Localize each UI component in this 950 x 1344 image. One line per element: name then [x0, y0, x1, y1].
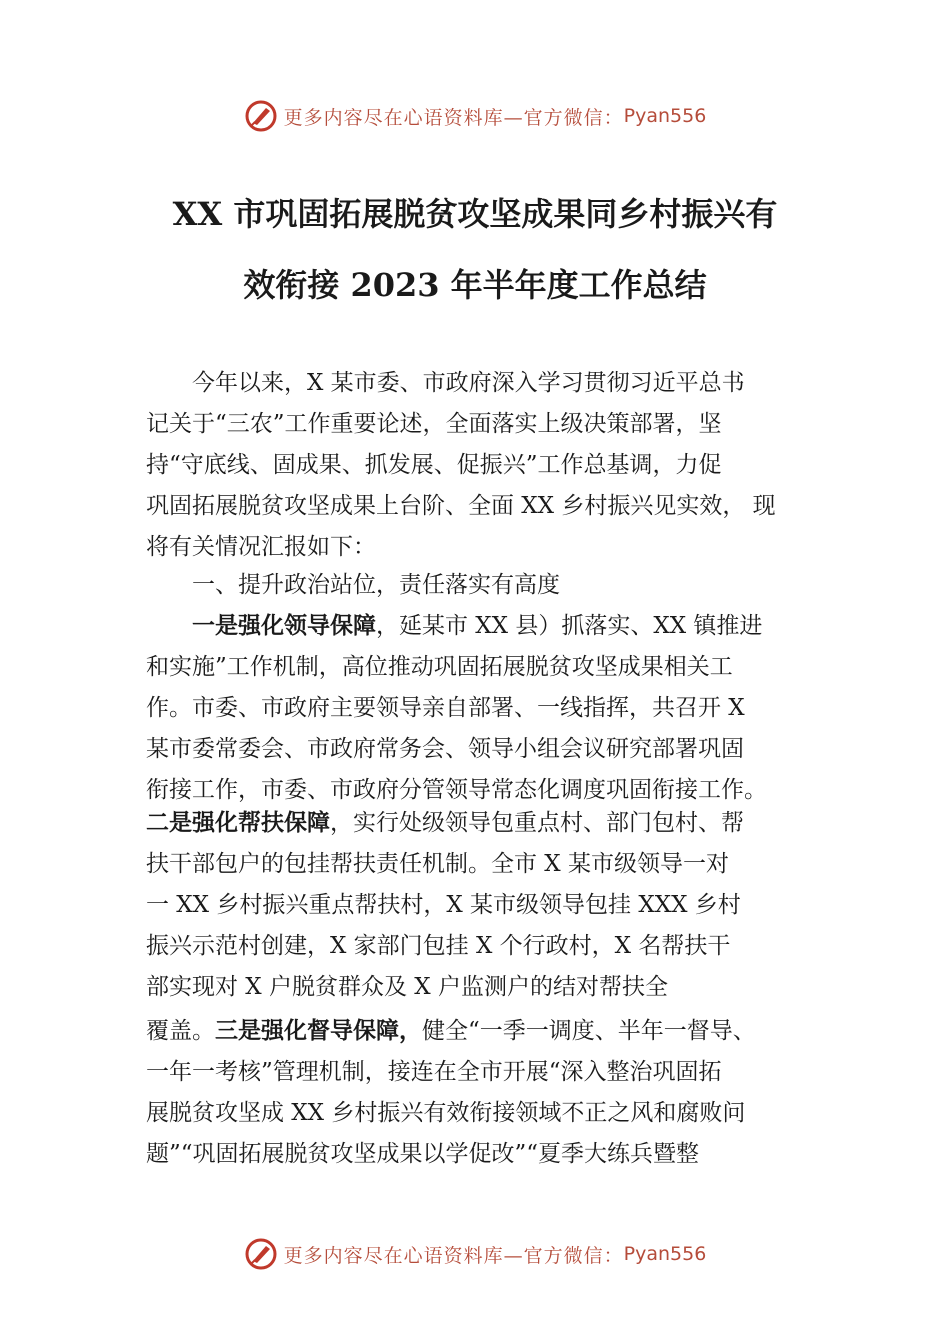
body-line: 一年一考核”管理机制，接连在全市开展“深入整治巩固拓 — [146, 1059, 722, 1085]
document-body — [146, 363, 814, 568]
body-line: 部实现对 X 户脱贫群众及 X 户监测户的结对帮扶全 — [146, 974, 668, 1000]
body-line: 持“守底线、固成果、抓发展、促振兴”工作总基调，力促 — [146, 452, 722, 478]
header-watermark — [0, 96, 950, 136]
body-line: 振兴示范村创建，X 家部门包挂 X 个行政村，X 名帮扶干 — [146, 933, 731, 959]
bold-lead: 一是强化领导保障 — [192, 613, 376, 639]
bold-lead: 二是强化帮扶保障 — [146, 810, 330, 836]
body-text: 健全“一季一调度、半年一督导、 — [422, 1018, 756, 1044]
watermark-text: 更多内容尽在心语资料库—官方微信： — [283, 1244, 624, 1267]
section-heading: 一、提升政治站位，责任落实有高度 — [192, 572, 560, 598]
body-line — [146, 803, 814, 844]
wechat-id: Pyan556 — [623, 105, 707, 127]
body-line — [146, 1011, 814, 1052]
body-text: ，实行处级领导包重点村、部门包村、帮 — [330, 810, 744, 836]
body-line: 将有关情况汇报如下： — [146, 534, 376, 560]
body-line: 巩固拓展脱贫攻坚成果上台阶、全面 XX 乡村振兴见实效， 现 — [146, 493, 776, 519]
body-line: 展脱贫攻坚成 XX 乡村振兴有效衔接领域不正之风和腐败问 — [146, 1100, 746, 1126]
body-text: ，延某市 XX 县）抓落实、XX 镇推进 — [376, 613, 763, 639]
bold-lead: 三是强化督导保障， — [215, 1018, 422, 1044]
footer-watermark — [0, 1234, 950, 1274]
document-body — [146, 803, 814, 1008]
document-title-line-2: 效衔接 2023 年半年度工作总结 — [243, 266, 707, 304]
body-line: 扶干部包户的包挂帮扶责任机制。全市 X 某市级领导一对 — [146, 851, 729, 877]
brush-logo-icon — [244, 99, 278, 133]
document-body — [146, 565, 814, 811]
wechat-id: Pyan556 — [623, 1243, 707, 1265]
body-text: 覆盖。 — [146, 1018, 215, 1044]
body-line: 一 XX 乡村振兴重点帮扶村，X 某市级领导包挂 XXX 乡村 — [146, 892, 741, 918]
body-line: 某市委常委会、市政府常务会、领导小组会议研究部署巩固 — [146, 736, 744, 762]
watermark-text: 更多内容尽在心语资料库—官方微信： — [283, 106, 624, 129]
body-line: 记关于“三农”工作重要论述，全面落实上级决策部署，坚 — [146, 411, 722, 437]
body-line — [146, 606, 814, 647]
brush-logo-icon — [244, 1237, 278, 1271]
body-line: 和实施”工作机制，高位推动巩固拓展脱贫攻坚成果相关工 — [146, 654, 733, 680]
body-line: 作。市委、市政府主要领导亲自部署、一线指挥，共召开 X — [146, 695, 745, 721]
body-line: 衔接工作，市委、市政府分管领导常态化调度巩固衔接工作。 — [146, 777, 767, 803]
document-body — [146, 1011, 814, 1175]
body-line: 今年以来，X 某市委、市政府深入学习贯彻习近平总书 — [192, 370, 745, 396]
document-title-line-1: XX 市巩固拓展脱贫攻坚成果同乡村振兴有 — [172, 195, 778, 233]
body-line: 题”“巩固拓展脱贫攻坚成果以学促改”“夏季大练兵暨整 — [146, 1141, 700, 1167]
